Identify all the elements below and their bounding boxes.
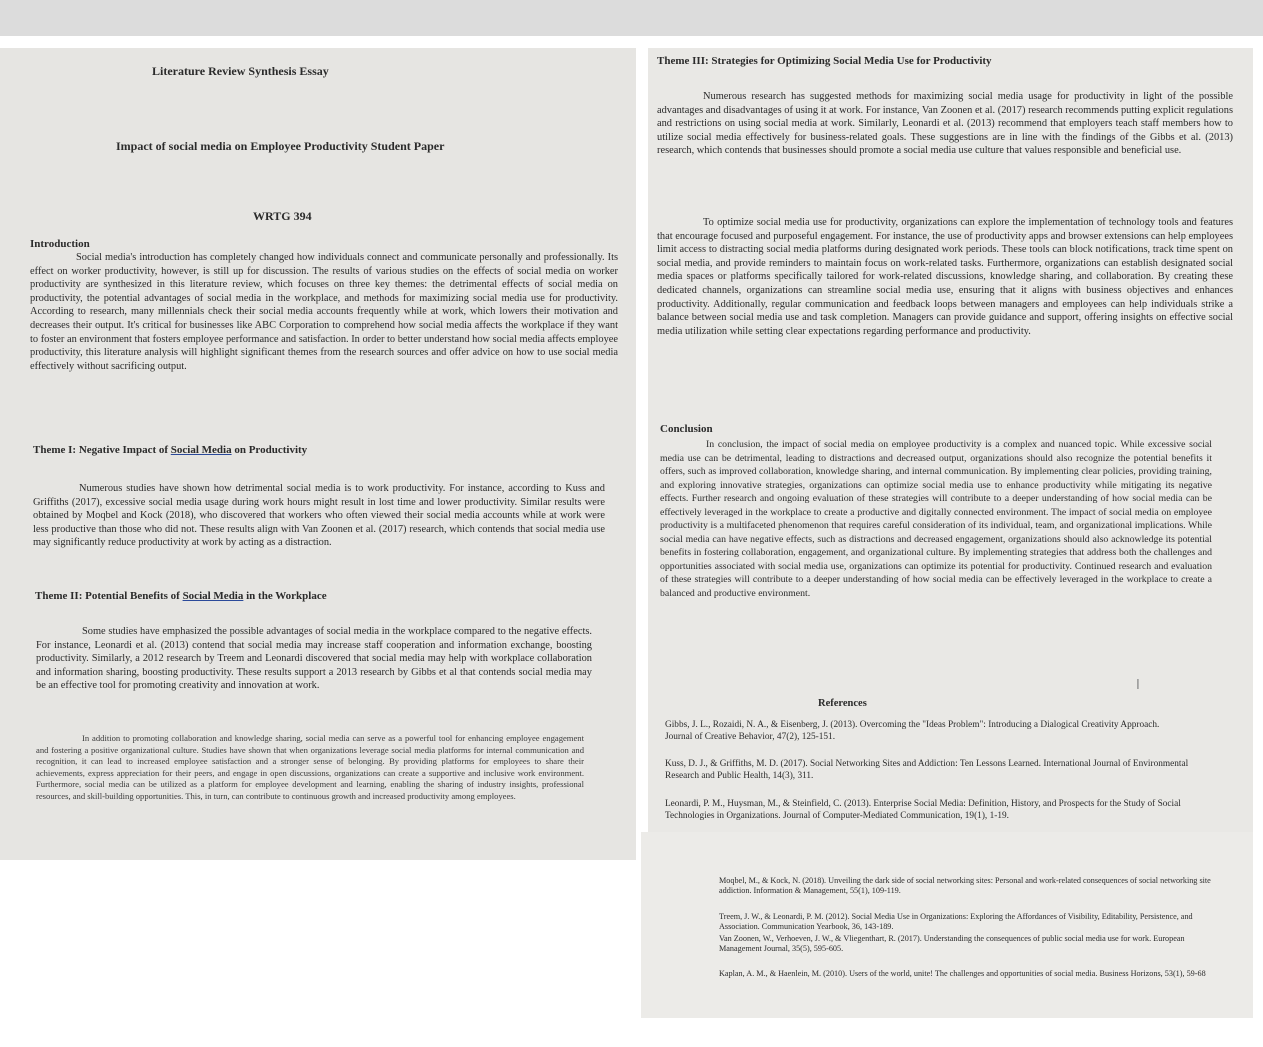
conclusion-heading: Conclusion [660, 423, 713, 435]
theme1-paragraph: Numerous studies have shown how detrimental social media is to work productivity. For instance, according to Kuss and Griffiths (2017), excessive social media usage during work hours might result in lost time and lower productivity. Similar results were obtained by Moqbel and Kock (2018), who discovered that workers who often viewed their social media accounts while at work were less productive than those who did not. These results align with Van Zoonen et al. (2017) research, which contends that social media use may significantly reduce productivity at work by acting as a distraction. [33, 483, 605, 549]
theme3-heading: Theme III: Strategies for Optimizing Social Media Use for Productivity [657, 55, 992, 67]
theme3-second-paragraph: To optimize social media use for productivity, organizations can explore the implementation of technology tools and features that encourage focused and purposeful engagement. For instance, the use of productivity apps and browser extensions can help employees limit access to distracting social media platforms during designated work periods. These tools can block notifications, track time spent on social media, and provide reminders to maintain focus on work-related tasks. Furthermore, organizations can establish designated social media spaces or platforms specifically tailored for work-related discussions, knowledge sharing, and collaboration. By creating these dedicated channels, organizations can streamline social media use, ensuring that it aligns with business objectives and enhances productivity. Additionally, regular communication and feedback loops between managers and employees can help individuals strike a balance between social media use and task completion. Managers can provide guidance and support, offering insights on effective social media utilization while setting clear expectations regarding performance and productivity. [657, 217, 1233, 337]
reference-item: Kuss, D. J., & Griffiths, M. D. (2017). Social Networking Sites and Addiction: Ten Lessons Learned. International Journal of Environmental Research and Public Health, 14(3), 311. [665, 759, 1189, 781]
reference-item: Gibbs, J. L., Rozaidi, N. A., & Eisenberg, J. (2013). Overcoming the "Ideas Problem": Introducing a Dialogical Creativity Approach. Journal of Creative Behavior, 47(2), 125-151. [665, 720, 1160, 742]
theme2-heading [35, 590, 327, 602]
course-code: WRTG 394 [253, 209, 312, 223]
bottom-page-photo [641, 832, 1253, 1018]
reference-item: Moqbel, M., & Kock, N. (2018). Unveiling the dark side of social networking sites: Personal and work-related consequences of social networking site addiction. Information & Management, 55(1), 109-119. [719, 876, 1211, 895]
reference-item: Treem, J. W., & Leonardi, P. M. (2012). Social Media Use in Organizations: Exploring the Affordances of Visibility, Editability, Persistence, and Association. Communication Yearbook, 36, 143-189. [719, 912, 1193, 931]
theme2-second-paragraph: In addition to promoting collaboration and knowledge sharing, social media can serve as a powerful tool for enhancing employee engagement and fostering a positive organizational culture. Studies have shown that when organizations leverage social media platforms for internal communication and recognition, it can lead to increased employee satisfaction and a stronger sense of belonging. By providing platforms for employees to share their achievements, express appreciation for their peers, and engage in open discussions, organizations can create a supportive and inclusive work environment. Furthermore, social media can be utilized as a platform for employee development and learning, enabling the sharing of industry insights, professional resources, and skill-building opportunities. This, in turn, can contribute to continuous growth and increased productivity among employees. [36, 733, 584, 801]
theme1-heading-link: Social Media [170, 444, 232, 456]
reference-item: Kaplan, A. M., & Haenlein, M. (2010). Users of the world, unite! The challenges and opportunities of social media. Business Horizons, 53(1), 59-68 [719, 969, 1206, 978]
introduction-paragraph: Social media's introduction has completely changed how individuals connect and communicate personally and professionally. Its effect on worker productivity, however, is still up for discussion. The results of various studies on the effects of social media on worker productivity are synthesized in this literature review, which focuses on three key themes: the detrimental effects of social media on productivity, the potential advantages of social media in the workplace, and methods for maximizing social media use for productivity. According to research, many millennials check their social media accounts frequently while at work, which lowers their motivation and decreases their output. It's critical for businesses like ABC Corporation to comprehend how social media affects the workplace if they want to foster an environment that fosters employee performance and satisfaction. In order to better understand how social media affects employee productivity, this literature analysis will highlight significant themes from the research sources and offer advice on how to use social media effectively without sacrificing output. [30, 252, 618, 372]
essay-title: Literature Review Synthesis Essay [152, 64, 329, 78]
references-heading: References [818, 698, 867, 709]
reference-item: Van Zoonen, W., Verhoeven, J. W., & Vliegenthart, R. (2017). Understanding the consequences of public social media use for work. European Management Journal, 35(5), 595-605. [719, 934, 1185, 953]
right-page-photo [648, 48, 1253, 834]
theme1-heading [33, 444, 307, 456]
theme2-paragraph: Some studies have emphasized the possible advantages of social media in the workplace compared to the negative effects. For instance, Leonardi et al. (2013) contend that social media may increase staff cooperation and information exchange, boosting productivity. Similarly, a 2012 research by Treem and Leonardi discovered that social media may help with workplace collaboration and information sharing, boosting productivity. These results support a 2013 research by Gibbs et al that contends social media may be an effective tool for promoting creativity and innovation at work. [36, 626, 592, 692]
text-cursor-icon: I [1136, 678, 1140, 693]
theme2-heading-part: Theme II: Potential Benefits of [35, 590, 183, 602]
theme2-heading-part: in the Workplace [243, 590, 327, 602]
left-page-photo [0, 48, 636, 860]
theme3-paragraph: Numerous research has suggested methods for maximizing social media usage for productivity in light of the possible advantages and disadvantages of using it at work. For instance, Van Zoonen et al. (2017) research recommends putting explicit regulations and restrictions on using social media at work. Similarly, Leonardi et al. (2013) recommend that employers teach staff members how to utilize social media effectively for business-related goals. These suggestions are in line with the findings of the Gibbs et al. (2013) research, which contends that businesses should promote a social media use culture that values responsible and beneficial use. [657, 91, 1233, 157]
conclusion-paragraph: In conclusion, the impact of social media on employee productivity is a complex and nuanced topic. While excessive social media use can be detrimental, leading to distractions and decreased output, organizations should also recognize the potential benefits it offers, such as improved collaboration, knowledge sharing, and internal communication. By implementing clear policies, providing training, and exploring innovative strategies, organizations can optimize social media use to enhance productivity while mitigating its negative effects. Further research and ongoing evaluation of these strategies will contribute to a deeper understanding of how social media can be effectively leveraged in the workplace to create a productive and digitally connected environment. The impact of social media on employee productivity is a multifaceted phenomenon that requires careful consideration of its individual, team, and organizational implications. While social media can have negative effects, such as distractions and decreased engagement, organizations should also acknowledge its potential benefits in fostering collaboration, engagement, and organizational culture. By implementing strategies that address both the challenges and opportunities associated with social media use, organizations can optimize its potential for productivity. Continued research and evaluation of these strategies will contribute to a deeper understanding of how social media can be effectively leveraged in the workplace to create a balanced and productive environment. [660, 439, 1212, 599]
reference-item: Leonardi, P. M., Huysman, M., & Steinfield, C. (2013). Enterprise Social Media: Definition, History, and Prospects for the Study of Social Technologies in Organizations. Journal of Computer-Mediated Communication, 19(1), 1-19. [665, 799, 1181, 821]
photo-background-band [0, 0, 1263, 36]
theme2-heading-link: Social Media [182, 590, 244, 602]
essay-subtitle: Impact of social media on Employee Productivity Student Paper [116, 139, 445, 153]
theme1-heading-part: Theme I: Negative Impact of [33, 444, 171, 456]
theme1-heading-part: on Productivity [231, 444, 308, 456]
introduction-heading: Introduction [30, 238, 90, 250]
